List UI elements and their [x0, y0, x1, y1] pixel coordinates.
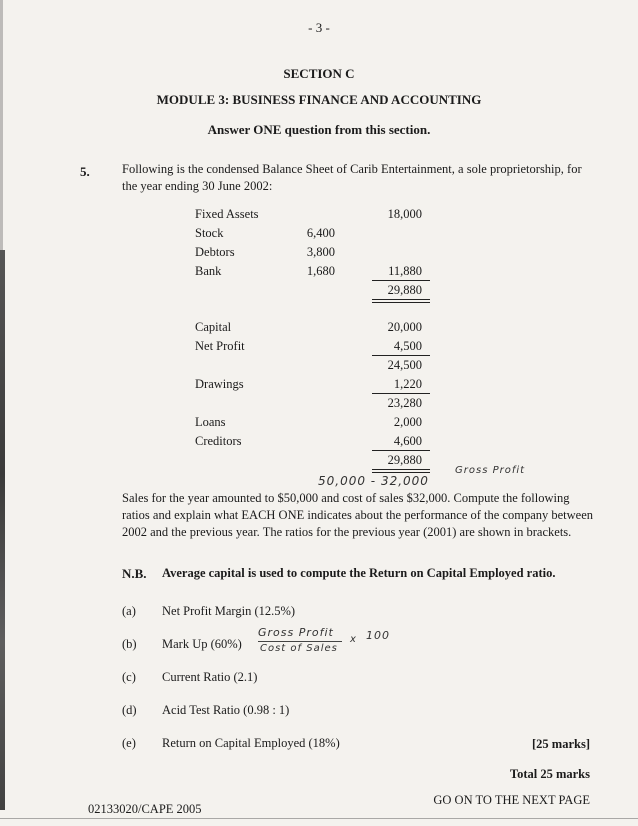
- handwritten-hundred: 100: [366, 629, 390, 642]
- question-intro: Following is the condensed Balance Sheet of Carib Entertainment, a sole proprietorship, for the year ending 30 June 2002:: [122, 162, 582, 193]
- section-title: SECTION C: [283, 66, 355, 81]
- sales-paragraph: Sales for the year amounted to $50,000 and cost of sales $32,000. Compute the following ratios and explain what EACH ONE indicates about the performance of the company between 2002 and the previous year. The ratios for the previous year (2001) are shown in brackets.: [122, 491, 594, 539]
- bs-col2: 11,880: [388, 264, 422, 278]
- ratio-letter: (e): [122, 736, 136, 750]
- underline: [372, 393, 430, 394]
- handwritten-gross-profit-note: Gross Profit: [455, 465, 526, 476]
- underline: [372, 355, 430, 356]
- bs-label: Bank: [195, 264, 222, 278]
- bs-row-net-capital: [195, 396, 435, 414]
- question-number: 5.: [80, 164, 90, 179]
- double-underline: [372, 299, 430, 300]
- nb-label: N.B.: [122, 566, 147, 581]
- nb-text: Average capital is used to compute the Return on Capital Employed ratio.: [162, 566, 556, 580]
- ratio-letter: (a): [122, 604, 136, 618]
- bs-col1: 6,400: [306, 226, 335, 240]
- bs-label: Fixed Assets: [195, 207, 259, 221]
- bs-label: Net Profit: [195, 339, 245, 353]
- handwritten-markup-numerator: Gross Profit: [258, 626, 334, 639]
- bs-col2: 4,600: [393, 434, 422, 448]
- bs-col2: 1,220: [393, 377, 422, 391]
- bs-row-capital: [195, 320, 435, 338]
- bs-col2: 29,880: [387, 453, 422, 467]
- scan-edge-shadow: [0, 250, 5, 810]
- bs-row-debtors: [195, 245, 435, 263]
- bs-label: Loans: [195, 415, 226, 429]
- bs-col2: 18,000: [387, 207, 422, 221]
- bs-row-loans: [195, 415, 435, 433]
- bs-col2: 29,880: [387, 283, 422, 297]
- underline: [372, 450, 430, 451]
- bs-col1: 3,800: [306, 245, 335, 259]
- ratio-letter: (b): [122, 637, 137, 651]
- bs-row-fixed-assets: [195, 207, 435, 225]
- bs-label: Debtors: [195, 245, 235, 259]
- footer-code: 02133020/CAPE 2005: [88, 802, 202, 816]
- module-title: MODULE 3: BUSINESS FINANCE AND ACCOUNTING: [156, 92, 482, 107]
- bs-col1: 1,680: [306, 264, 335, 278]
- page-number: - 3 -: [308, 20, 330, 35]
- ratio-item: Current Ratio (2.1): [162, 670, 258, 684]
- handwritten-sales-note: 50,000 - 32,000: [318, 474, 429, 488]
- bs-row-subtotal: [195, 358, 435, 376]
- next-page-instruction: GO ON TO THE NEXT PAGE: [433, 793, 590, 807]
- handwritten-fraction-bar: [258, 641, 342, 642]
- bs-label: Creditors: [195, 434, 242, 448]
- section-instruction: Answer ONE question from this section.: [207, 122, 431, 137]
- double-underline: [372, 302, 430, 303]
- bs-col2: 4,500: [393, 339, 422, 353]
- scan-bottom-edge: [0, 818, 638, 819]
- bs-col2: 24,500: [387, 358, 422, 372]
- ratio-item: Acid Test Ratio (0.98 : 1): [162, 703, 290, 717]
- ratio-item: Return on Capital Employed (18%): [162, 736, 340, 750]
- ratio-item: Mark Up (60%): [162, 637, 242, 651]
- underline: [372, 280, 430, 281]
- double-underline: [372, 472, 430, 473]
- bs-col2: 2,000: [393, 415, 422, 429]
- bs-label: Capital: [195, 320, 232, 334]
- total-marks: Total 25 marks: [509, 767, 590, 781]
- ratio-letter: (d): [122, 703, 137, 717]
- marks-label: [25 marks]: [532, 737, 590, 751]
- bs-row-stock: [195, 226, 435, 244]
- handwritten-markup-denominator: Cost of Sales: [260, 643, 338, 654]
- bs-col2: 23,280: [387, 396, 422, 410]
- ratio-letter: (c): [122, 670, 136, 684]
- ratio-item: Net Profit Margin (12.5%): [162, 604, 296, 618]
- bs-label: Stock: [195, 226, 224, 240]
- bs-col2: 20,000: [387, 320, 422, 334]
- handwritten-times-sign: x: [350, 634, 357, 645]
- double-underline: [372, 469, 430, 470]
- bs-label: Drawings: [195, 377, 244, 391]
